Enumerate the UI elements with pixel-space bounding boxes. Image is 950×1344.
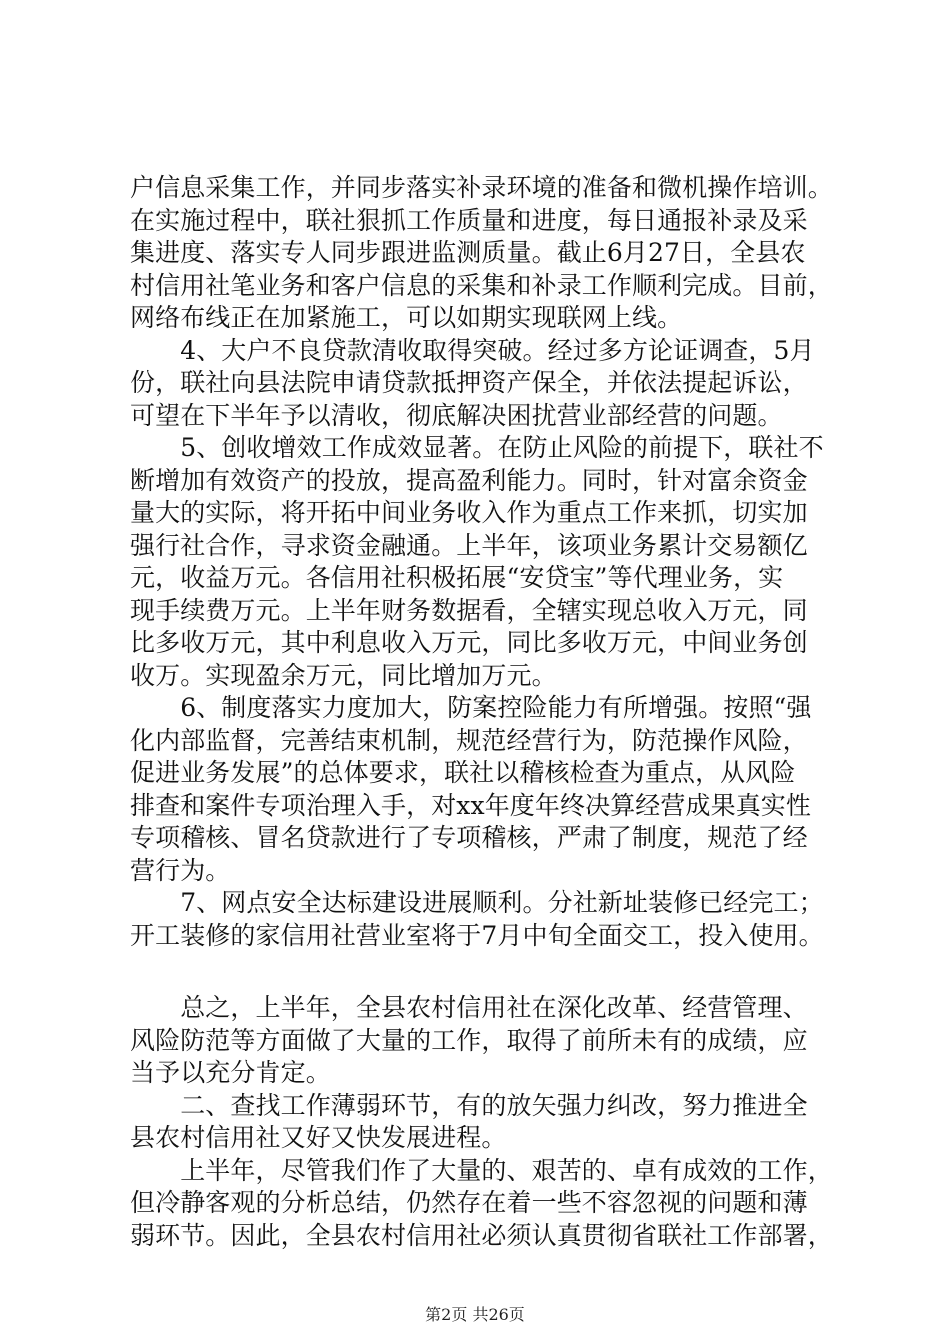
text-line: 总之，上半年，全县农村信用社在深化改革、经营管理、 [130, 993, 808, 1022]
text-line: 在实施过程中，联社狠抓工作质量和进度，每日通报补录及采 [130, 205, 808, 235]
text-line: 户信息采集工作，并同步落实补录环境的准备和微机操作培训。 [130, 173, 833, 202]
paragraph-block-b [130, 992, 833, 1252]
text-line: 当予以充分肯定。 [130, 1058, 331, 1087]
text-line: 比多收万元，其中利息收入万元，同比多收万元，中间业务创 [130, 628, 808, 657]
text-line: 元，收益万元。各信用社积极拓展“安贷宝”等代理业务，实 [130, 563, 784, 592]
paragraph-gap [130, 952, 830, 992]
text-line: 营行为。 [130, 855, 231, 885]
text-line: 量大的实际，将开拓中间业务收入作为重点工作来抓，切实加 [130, 498, 808, 527]
text-line: 开工装修的家信用社营业室将于7月中旬全面交工，投入使用。 [130, 920, 824, 950]
text-line: 5、创收增效工作成效显著。在防止风险的前提下，联社不 [130, 433, 824, 462]
text-line: 强行社合作，寻求资金融通。上半年，该项业务累计交易额亿 [130, 530, 808, 560]
text-line: 风险防范等方面做了大量的工作，取得了前所未有的成绩，应 [130, 1025, 808, 1055]
text-line: 7、网点安全达标建设进展顺利。分社新址装修已经完工； [130, 888, 824, 917]
text-line: 现手续费万元。上半年财务数据看，全辖实现总收入万元，同 [130, 595, 808, 625]
text-line: 村信用社笔业务和客户信息的采集和补录工作顺利完成。目前， [130, 270, 833, 300]
text-line: 4、大户不良贷款清收取得突破。经过多方论证调查，5月 [130, 335, 815, 365]
text-line: 排查和案件专项治理入手，对xx年度年终决算经营成果真实性 [130, 790, 812, 820]
text-line: 6、制度落实力度加大，防案控险能力有所增强。按照“强 [130, 693, 812, 722]
text-line: 促进业务发展”的总体要求，联社以稽核检查为重点，从风险 [130, 758, 796, 787]
body-text [130, 172, 833, 1252]
text-line: 集进度、落实专人同步跟进监测质量。截止6月27日，全县农 [130, 238, 806, 267]
paragraph-block-a [130, 172, 833, 952]
text-line: 化内部监督，完善结束机制，规范经营行为，防范操作风险， [130, 725, 808, 755]
text-line: 收万。实现盈余万元，同比增加万元。 [130, 660, 557, 690]
text-line: 网络布线正在加紧施工，可以如期实现联网上线。 [130, 303, 683, 332]
text-line: 专项稽核、冒名贷款进行了专项稽核，严肃了制度，规范了经 [130, 823, 808, 852]
text-line: 可望在下半年予以清收，彻底解决困扰营业部经营的问题。 [130, 400, 783, 430]
text-line: 县农村信用社又好又快发展进程。 [130, 1123, 507, 1152]
text-line: 弱环节。因此，全县农村信用社必须认真贯彻省联社工作部署， [130, 1220, 833, 1250]
page-footer: 第2页 共26页 [425, 1305, 525, 1324]
text-line: 份，联社向县法院申请贷款抵押资产保全，并依法提起诉讼， [130, 368, 808, 397]
text-line: 但冷静客观的分析总结，仍然存在着一些不容忽视的问题和薄 [130, 1188, 808, 1217]
text-line: 二、查找工作薄弱环节，有的放矢强力纠改，努力推进全 [130, 1090, 808, 1120]
text-line: 断增加有效资产的投放，提高盈利能力。同时，针对富余资金 [130, 465, 808, 495]
text-line: 上半年，尽管我们作了大量的、艰苦的、卓有成效的工作， [130, 1155, 833, 1185]
